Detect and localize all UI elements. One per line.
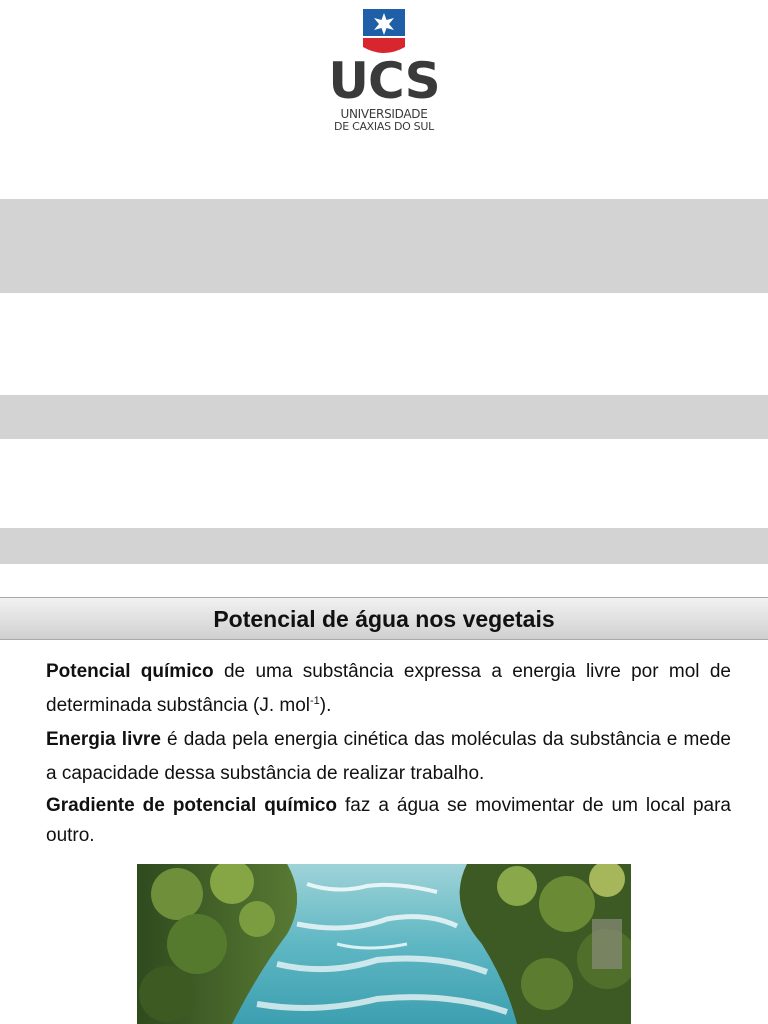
logo-line-1: UNIVERSIDADE bbox=[340, 107, 428, 121]
paragraph-energia-livre bbox=[46, 723, 731, 791]
term-potencial-quimico: Potencial químico bbox=[46, 661, 214, 682]
body-text bbox=[46, 655, 731, 851]
university-logo bbox=[0, 0, 768, 140]
section-band bbox=[0, 528, 768, 564]
paragraph-potencial-quimico bbox=[46, 655, 731, 723]
term-gradiente: Gradiente de potencial químico bbox=[46, 795, 338, 816]
subheader-band bbox=[0, 395, 768, 439]
header-band bbox=[0, 199, 768, 293]
paragraph-text-end: ). bbox=[319, 695, 332, 716]
river-rapids-image bbox=[137, 864, 631, 1024]
logo-acronym: UCS bbox=[328, 52, 440, 110]
paragraph-gradiente bbox=[46, 791, 731, 851]
river-rapids-illustration bbox=[137, 864, 631, 1024]
superscript: -1 bbox=[310, 695, 320, 707]
page-title: Potencial de água nos vegetais bbox=[213, 606, 555, 632]
paragraph-text: faz a água se movimentar de um local para outro. bbox=[46, 795, 731, 846]
logo-line-2: DE CAXIAS DO SUL bbox=[334, 120, 434, 133]
star-shield-icon bbox=[363, 9, 405, 57]
title-bar bbox=[0, 597, 768, 640]
term-energia-livre: Energia livre bbox=[46, 729, 161, 750]
paragraph-text: é dada pela energia cinética das moléculas da substância e mede a capacidade dessa substância de realizar trabalho. bbox=[46, 729, 731, 784]
paragraph-text: de uma substância expressa a energia livre por mol de determinada substância (J. mol bbox=[46, 661, 731, 716]
